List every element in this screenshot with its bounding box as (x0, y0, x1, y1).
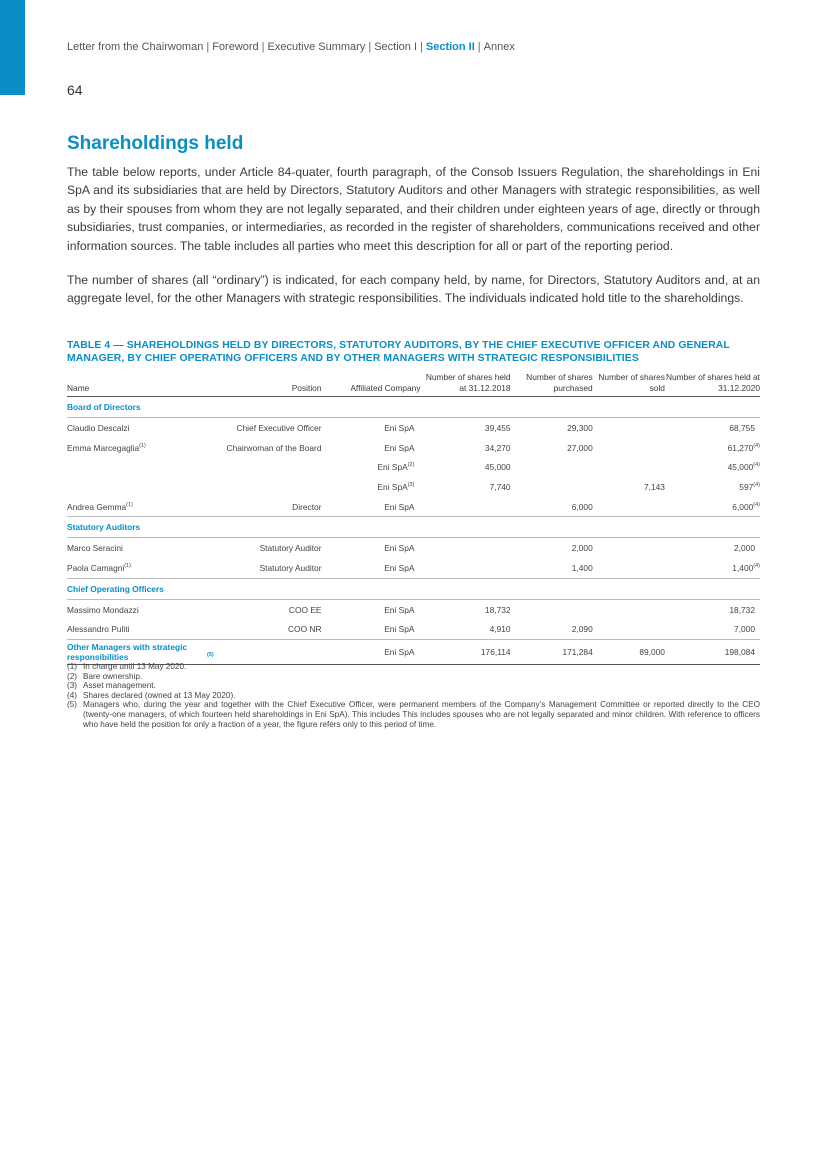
footnote (67, 691, 760, 701)
footnote-ref: (4) (753, 563, 760, 570)
cell-position: Statutory Auditor (259, 543, 322, 554)
footnote-text: In charge until 13 May 2020. (83, 662, 187, 671)
cell-sold (593, 558, 665, 578)
table-row (67, 497, 760, 517)
cell-company: Eni SpA (322, 497, 421, 517)
breadcrumb-separator: | (206, 41, 210, 53)
cell-held-2020: 198,084 (724, 647, 755, 658)
cell-purchased: 27,000 (567, 442, 593, 453)
cell-purchased: 2,000 (571, 543, 593, 554)
cell-held-2020: 61,270 (727, 442, 754, 453)
breadcrumb-item-letter[interactable]: Letter from the Chairwoman (67, 41, 204, 53)
table-header-row (67, 370, 760, 397)
table-row (67, 418, 760, 438)
table-row (67, 477, 760, 497)
footnote-ref: (4) (753, 482, 760, 489)
footnote (67, 662, 760, 672)
cell-sold (593, 457, 665, 477)
footnote-ref: (2) (407, 462, 415, 469)
col-header-purchased: Number of shares purchased (511, 370, 593, 397)
cell-held-2020: 2,000 (734, 543, 755, 554)
cell-company: Eni SpA (384, 604, 415, 615)
section-label: Board of Directors (67, 397, 760, 418)
footnote (67, 672, 760, 682)
cell-position: COO EE (288, 604, 322, 615)
cell-held-2020: 6,000 (732, 501, 754, 512)
footnote-number: (4) (67, 690, 78, 700)
cell-name: Paola Camagni (67, 562, 125, 573)
footnote-number: (3) (67, 681, 78, 691)
table-row (67, 538, 760, 558)
cell-company: Eni SpA (384, 442, 415, 453)
footnote-ref: (4) (753, 462, 760, 469)
cell-position: Chairwoman of the Board (226, 442, 322, 453)
cell-held-2018 (420, 538, 510, 558)
breadcrumb-separator: | (420, 41, 423, 53)
footnote-number: (2) (67, 671, 78, 681)
cell-purchased (511, 599, 593, 619)
cell-held-2018: 7,740 (489, 481, 511, 492)
footnote-ref: (4) (753, 442, 760, 449)
cell-position: Statutory Auditor (186, 558, 321, 578)
cell-held-2018: 34,270 (484, 442, 511, 453)
cell-name: Claudio Descalzi (67, 422, 130, 433)
footnote-ref: (3) (407, 482, 415, 489)
footnote-number: (5) (67, 700, 78, 710)
section-label: Chief Operating Officers (67, 578, 760, 599)
cell-sold: 89,000 (593, 640, 665, 665)
cell-sold (593, 620, 665, 640)
cell-position: Director (186, 497, 321, 517)
cell-sold (593, 599, 665, 619)
footnote-ref: (5) (207, 652, 214, 659)
cell-purchased: 29,300 (567, 422, 593, 433)
cell-company: Eni SpA (377, 462, 408, 473)
cell-held-2018: 45,000 (484, 462, 511, 473)
col-header-held-2020: Number of shares held at 31.12.2020 (665, 370, 760, 397)
cell-name: Massimo Mondazzi (67, 604, 139, 615)
cell-purchased: 2,090 (511, 620, 593, 640)
footnote (67, 700, 760, 729)
cell-purchased: 171,284 (511, 640, 593, 665)
section-row-board (67, 397, 760, 418)
cell-company: Eni SpA (322, 640, 421, 665)
cell-purchased (511, 457, 593, 477)
shareholdings-table (67, 370, 760, 665)
cell-position: Chief Executive Officer (236, 422, 322, 433)
cell-company: Eni SpA (322, 558, 421, 578)
cell-purchased: 1,400 (511, 558, 593, 578)
col-header-sold: Number of shares sold (593, 370, 665, 397)
footnote-ref: (1) (126, 501, 133, 508)
section-label: Statutory Auditors (67, 517, 760, 538)
cell-name: Emma Marcegaglia (67, 442, 140, 453)
footnote-ref: (1) (124, 563, 131, 570)
breadcrumb-item-executive-summary[interactable]: Executive Summary (267, 41, 366, 53)
table-row (67, 558, 760, 578)
footnote (67, 681, 760, 691)
cell-sold: 7,143 (643, 481, 665, 492)
breadcrumb-item-annex[interactable]: Annex (483, 41, 515, 53)
cell-company: Eni SpA (322, 620, 421, 640)
cell-held-2020: 1,400 (732, 562, 754, 573)
cell-held-2020: 7,000 (734, 624, 755, 635)
intro-paragraph: The table below reports, under Article 84-quater, fourth paragraph, of the Consob Issuers Regulation, the shareholdings in Eni SpA and its subsidiaries that are held by Directors, Statutory Auditors and other Managers with strategic responsibilities, as well as by their spouses from whom they are not legally separated, and their children under eighteen years of age, directly or through subsidiaries, trust companies, or intermediaries, as recorded in the register of shareholders, communications received and other information sources. The table includes all parties who meet this description for all or part of the reporting period. (67, 165, 760, 253)
cell-name: Andrea Gemma (67, 501, 127, 512)
col-header-name: Name (67, 370, 186, 397)
cell-purchased (511, 477, 593, 497)
breadcrumb-separator: | (368, 41, 372, 53)
cell-held-2018 (420, 497, 510, 517)
page-title: Shareholdings held (67, 133, 244, 154)
footnote-ref: (4) (753, 501, 760, 508)
table-row (67, 457, 760, 477)
footnote-text: Managers who, during the year and together with the Chief Executive Officer, were permanent members of the Company’s Management Committee or reported directly to the CEO (twenty-one managers, of which fourteen held shareholdings in Eni SpA). This includes This includes spouses who are not legally separated and minor children. With reference to officers who have held the position for only a fraction of a year, the figure refers only to this period of time. (83, 700, 760, 729)
cell-held-2020: 597 (739, 481, 754, 492)
cell-held-2018: 4,910 (420, 620, 510, 640)
cell-held-2018 (420, 558, 510, 578)
shares-paragraph: The number of shares (all “ordinary”) is indicated, for each company held, by name, for Directors, Statutory Auditors and, at an aggregate level, for the other Managers with strategic responsibilities. The individuals indicated hold title to the shareholdings. (67, 273, 760, 306)
cell-held-2020: 68,755 (729, 422, 755, 433)
table-title: TABLE 4 — SHAREHOLDINGS HELD BY DIRECTORS, STATUTORY AUDITORS, BY THE CHIEF EXECUTIVE OFFICER AND GENERAL MANAGER, BY CHIEF OPERATING OFFICERS AND BY OTHER MANAGERS WITH STRATEGIC RESPONSIBILITIES (67, 340, 730, 364)
breadcrumb-separator: | (477, 41, 481, 53)
table-row (67, 620, 760, 640)
col-header-position: Position (186, 370, 321, 397)
breadcrumb-item-section-2[interactable]: Section II (425, 41, 475, 53)
cell-company: Eni SpA (377, 481, 408, 492)
cell-held-2018: 18,732 (484, 604, 511, 615)
section-color-tab (0, 0, 25, 95)
cell-sold (593, 538, 665, 558)
section-row-coo (67, 578, 760, 599)
cell-name: Marco Seracini (67, 543, 123, 554)
cell-held-2018: 39,455 (484, 422, 511, 433)
cell-position: COO NR (186, 620, 321, 640)
cell-name: Alessandro Puliti (67, 624, 130, 635)
col-header-company: Affiliated Company (322, 370, 421, 397)
footnotes (67, 662, 760, 729)
breadcrumb-separator: | (261, 41, 265, 53)
cell-sold (593, 497, 665, 517)
table-row (67, 438, 760, 458)
cell-company: Eni SpA (384, 422, 415, 433)
breadcrumb (67, 41, 515, 53)
cell-held-2018: 176,114 (420, 640, 510, 665)
cell-held-2020: 18,732 (729, 604, 755, 615)
breadcrumb-item-foreword[interactable]: Foreword (212, 41, 259, 53)
section-row-auditors (67, 517, 760, 538)
cell-purchased: 6,000 (511, 497, 593, 517)
cell-sold (593, 418, 665, 438)
cell-company: Eni SpA (384, 543, 415, 554)
cell-held-2020: 45,000 (727, 462, 754, 473)
cell-sold (593, 438, 665, 458)
footnote-text: Asset management. (83, 681, 156, 691)
table-row (67, 640, 760, 665)
col-header-held-2018: Number of shares held at 31.12.2018 (420, 370, 510, 397)
breadcrumb-item-section-1[interactable]: Section I (374, 41, 418, 53)
footnote-text: Bare ownership. (83, 671, 143, 681)
footnote-number: (1) (67, 662, 78, 671)
cell-name: Other Managers with strategic responsibilities (67, 642, 188, 663)
table-row (67, 599, 760, 619)
footnote-text: Shares declared (owned at 13 May 2020). (83, 690, 236, 700)
page-number: 64 (67, 82, 83, 98)
footnote-ref: (1) (139, 442, 146, 449)
